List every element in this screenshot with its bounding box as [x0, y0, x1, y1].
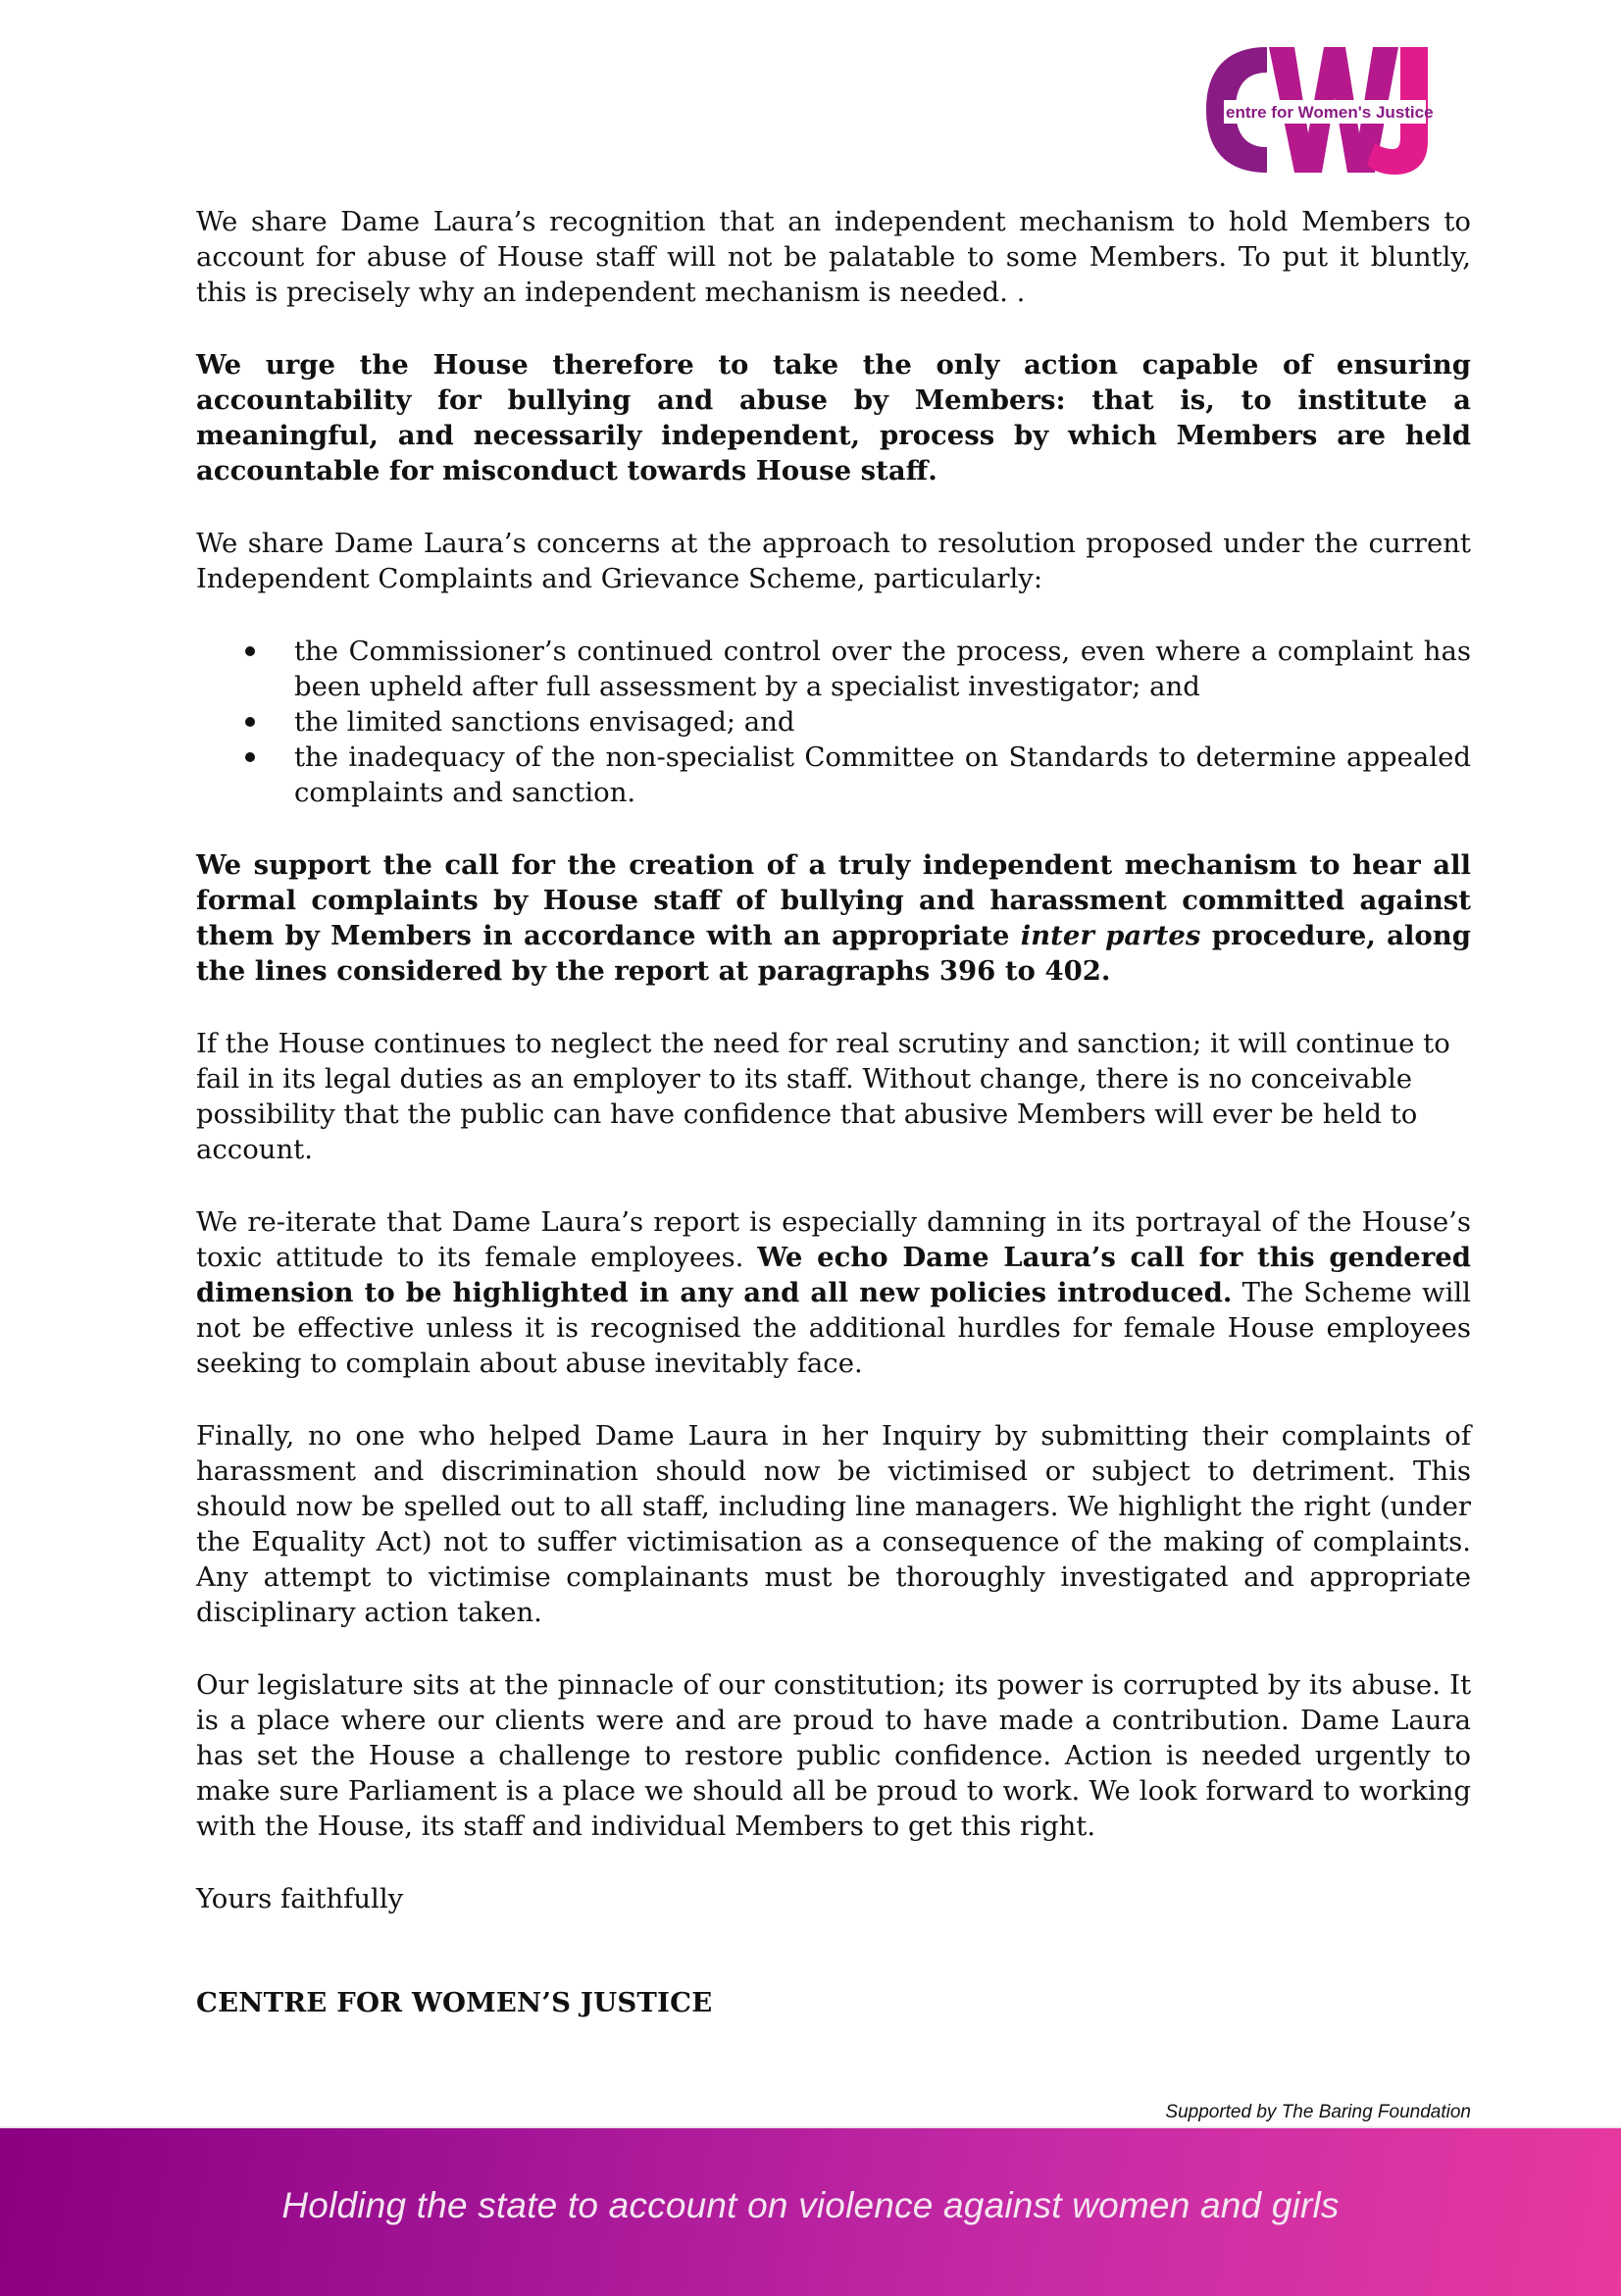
support-call-text-b: procedure, along the lines considered by the report at paragraphs 396 to 402.	[196, 920, 1471, 987]
list-item: the Commissioner’s continued control over the process, even where a complaint has been upheld after full assessment by a specialist investigator; and	[294, 636, 1471, 702]
concerns-list	[196, 634, 1471, 810]
list-item: the limited sanctions envisaged; and	[294, 704, 1471, 740]
paragraph-urge: We urge the House therefore to take the only action capable of ensuring accountability for bullying and abuse by Members: that is, to institute a meaningful, and necessarily independent, process by which Members are held accountable for misconduct towards House staff.	[196, 349, 1471, 486]
logo-tagline: entre for Women's Justice	[1226, 103, 1434, 122]
footer-banner	[0, 2126, 1621, 2296]
letter-body	[196, 204, 1471, 1954]
gendered-text-a: We re-iterate that Dame Laura’s report is especially damning in its portrayal of the House’s toxic attitude to its female employees.	[196, 1206, 1471, 1273]
paragraph-recognition: We share Dame Laura’s recognition that an independent mechanism to hold Members to account for abuse of House staff will not be palatable to some Members. To put it bluntly, this is precisely why an independent mechanism is needed. .	[196, 206, 1471, 308]
footer-tagline: Holding the state to account on violence against women and girls	[281, 2185, 1340, 2225]
paragraph-concerns: We share Dame Laura’s concerns at the approach to resolution proposed under the current Independent Complaints and Grievance Scheme, particularly:	[196, 528, 1471, 594]
supported-by-note: Supported by The Baring Foundation	[1165, 2102, 1471, 2122]
paragraph-support-call	[196, 847, 1471, 989]
cwj-logo	[1198, 39, 1434, 186]
paragraph-scrutiny: If the House continues to neglect the need for real scrutiny and sanction; it will continue to fail in its legal duties as an employer to its staff. Without change, there is no conceivable possibility that the public can have confidence that abusive Members will ever be held to account.	[196, 1028, 1450, 1165]
paragraph-gendered	[196, 1204, 1471, 1381]
support-call-text-a: We support the call for the creation of a truly independent mechanism to hear all formal complaints by House staff of bullying and harassment committed against them by Members in accordance with an appropriate	[196, 849, 1471, 951]
sign-off: Yours faithfully	[196, 1883, 404, 1914]
support-call-emphasis: inter partes	[1020, 920, 1201, 951]
signatory-org-name: CENTRE FOR WOMEN’S JUSTICE	[196, 1987, 713, 2018]
list-item: the inadequacy of the non-specialist Committee on Standards to determine appealed complaints and sanction.	[294, 741, 1471, 808]
paragraph-legislature: Our legislature sits at the pinnacle of our constitution; its power is corrupted by its abuse. It is a place where our clients were and are proud to have made a contribution. Dame Laura has set the House a challenge to restore public confidence. Action is needed urgently to make sure Parliament is a place we should all be proud to work. We look forward to working with the House, its staff and individual Members to get this right.	[196, 1669, 1471, 1842]
cwj-logo-mark	[1198, 39, 1434, 186]
paragraph-victimisation: Finally, no one who helped Dame Laura in her Inquiry by submitting their complaints of harassment and discrimination should now be victimised or subject to detriment. This should now be spelled out to all staff, including line managers. We highlight the right (under the Equality Act) not to suffer victimisation as a consequence of the making of complaints. Any attempt to victimise complainants must be thoroughly investigated and appropriate disciplinary action taken.	[196, 1420, 1471, 1628]
gendered-text-b: The Scheme will not be effective unless it is recognised the additional hurdles for female House employees seeking to complain about abuse inevitably face.	[196, 1277, 1471, 1379]
gendered-bold: We echo Dame Laura’s call for this gendered dimension to be highlighted in any and all new policies introduced.	[196, 1242, 1471, 1308]
